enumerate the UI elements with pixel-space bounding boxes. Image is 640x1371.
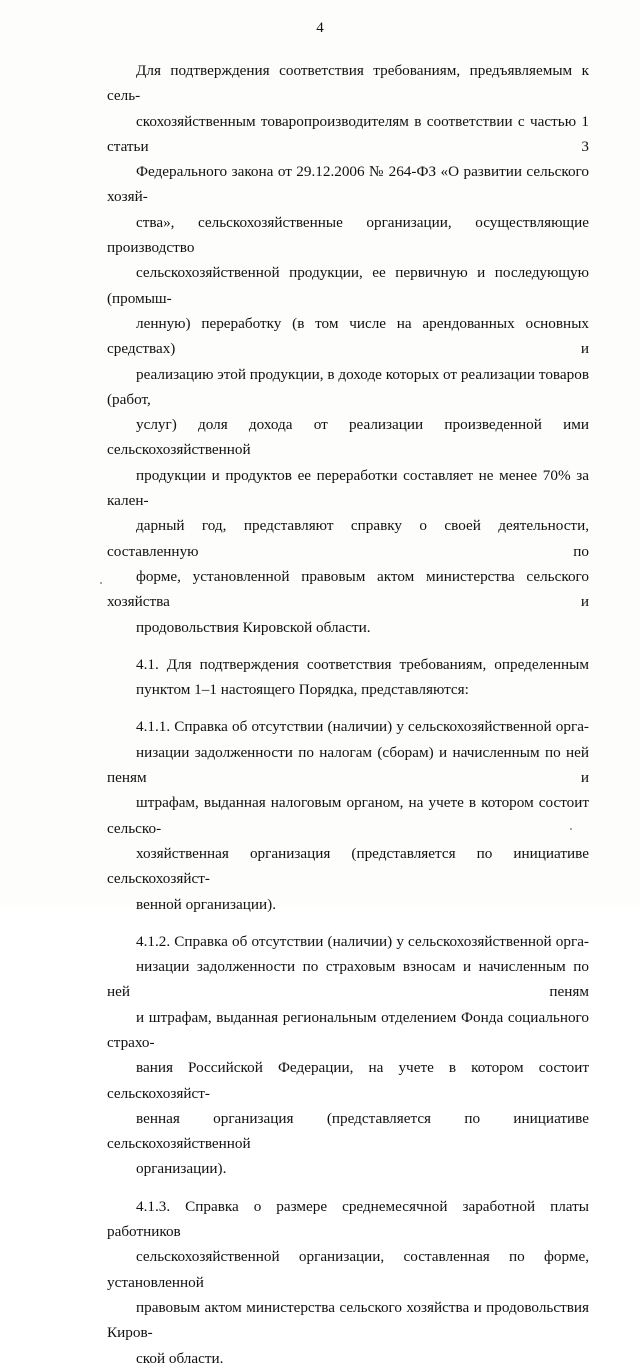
text-line: форме, установленной правовым актом министерства сельского хозяйства и [107,567,589,611]
text-line: и штрафам, выданная региональным отделением Фонда социального страхо- [107,1008,589,1051]
paragraph-4-1-3 [107,1194,589,1371]
text-line: ства», сельскохозяйственные организации, осуществляющие производство [107,213,589,257]
text-line: хозяйственная организация (представляется по инициативе сельскохозяйст- [107,844,589,888]
text-line: продовольствия Кировской области. [136,618,371,636]
text-line: 4.1. Для подтверждения соответствия требованиям, определенным [136,655,589,673]
text-line: ленную) переработку (в том числе на арендованных основных средствах) и [107,314,589,358]
text-line: венная организация (представляется по инициативе сельскохозяйственной [107,1109,589,1153]
text-line: штрафам, выданная налоговым органом, на учете в котором состоит сельско- [107,794,589,837]
text-line: сельскохозяйственной продукции, ее первичную и последующую (промыш- [107,264,589,307]
text-line: скохозяйственным товаропроизводителям в соответствии с частью 1 статьи 3 [107,112,589,155]
paragraph-4-1-2 [107,929,589,1182]
scan-speck [100,582,102,584]
page-number: 4 [316,20,324,36]
text-line: дарный год, представляют справку о своей деятельности, составленную по [107,517,589,560]
text-line: венной организации). [136,895,276,913]
text-line: вания Российской Федерации, на учете в котором состоит сельскохозяйст- [107,1059,589,1102]
paragraph-eligibility [107,58,589,640]
text-line: услуг) доля дохода от реализации произведенной ими сельскохозяйственной [107,416,589,459]
text-line: пунктом 1–1 настоящего Порядка, представляются: [136,681,469,699]
document-body [107,58,589,1371]
text-line: Для подтверждения соответствия требованиям, предъявляемым к сель- [107,62,589,105]
text-line: низации задолженности по налогам (сборам) и начисленным по ней пеням и [107,743,589,787]
text-line: правовым актом министерства сельского хозяйства и продовольствия Киров- [107,1298,589,1342]
text-line: организации). [136,1160,227,1178]
text-line: реализацию этой продукции, в доходе которых от реализации товаров (работ, [107,365,589,408]
text-line: 4.1.3. Справка о размере среднемесячной заработной платы работников [107,1197,589,1241]
paragraph-4-1-1 [107,714,589,916]
text-line: продукции и продуктов ее переработки составляет не менее 70% за кален- [107,466,589,510]
text-line: 4.1.2. Справка об отсутствии (наличии) у сельскохозяйственной орга- [136,932,589,950]
text-line: ской области. [136,1349,224,1367]
text-line: сельскохозяйственной организации, составленная по форме, установленной [107,1248,589,1291]
scan-speck [570,828,572,830]
text-line: 4.1.1. Справка об отсутствии (наличии) у сельскохозяйственной орга- [136,718,589,736]
text-line: низации задолженности по страховым взносам и начисленным по ней пеням [107,958,589,1001]
text-line: Федерального закона от 29.12.2006 № 264-ФЗ «О развитии сельского хозяй- [107,163,589,206]
paragraph-4-1 [107,652,589,703]
